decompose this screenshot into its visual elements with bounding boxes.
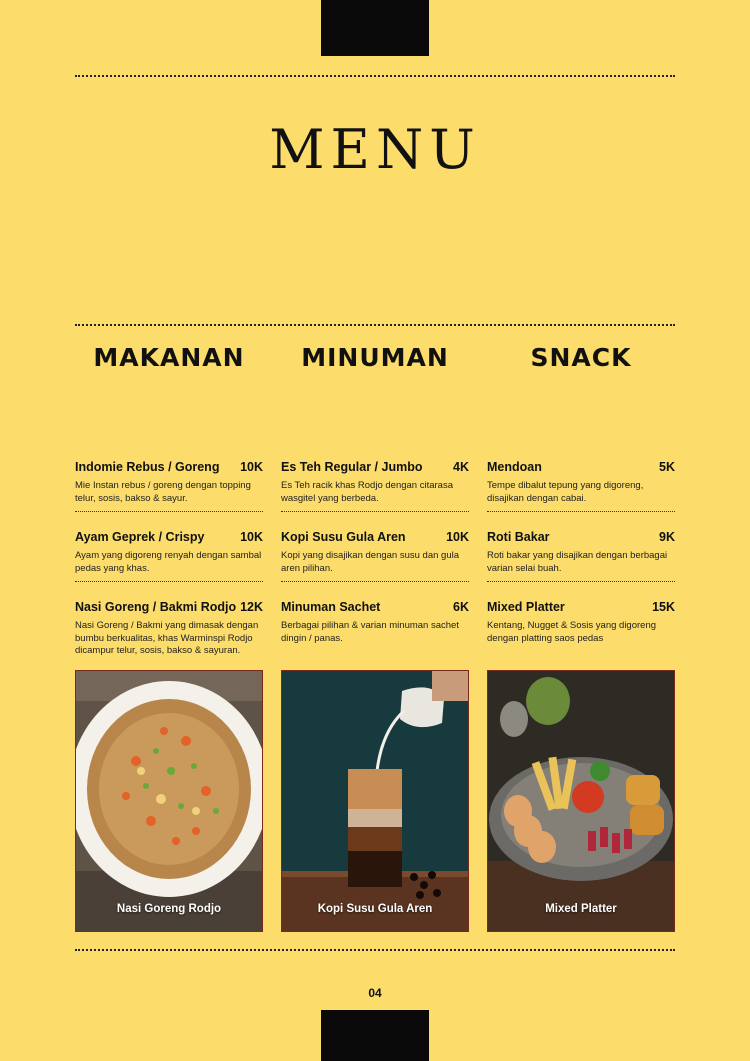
item-price: 10K: [240, 530, 263, 544]
fried-rice-photo: [75, 670, 263, 932]
menu-item[interactable]: [75, 600, 263, 658]
item-name: Ayam Geprek / Crispy: [75, 530, 205, 544]
iced-coffee-photo: [281, 670, 469, 932]
item-name: Kopi Susu Gula Aren: [281, 530, 406, 544]
photo-caption: Nasi Goreng Rodjo: [116, 903, 222, 915]
item-price: 6K: [453, 600, 469, 614]
mixed-platter-icon: [488, 671, 674, 931]
top-tab: [321, 0, 429, 56]
item-description: Kentang, Nugget & Sosis yang digoreng dengan platting saos pedas: [487, 620, 657, 644]
bottom-tab: [321, 1010, 429, 1061]
item-description: Berbagai pilihan & varian minuman sachet dingin / panas.: [281, 620, 459, 644]
item-description: Nasi Goreng / Bakmi yang dimasak dengan bumbu berkualitas, khas Warminspi Rodjo dicampur telur, sosis, bakso & sayuran.: [75, 620, 259, 656]
item-price: 12K: [240, 600, 263, 614]
item-description: Mie Instan rebus / goreng dengan topping telur, sosis, bakso & sayur.: [75, 480, 251, 504]
item-separator: [75, 581, 263, 582]
item-description: Ayam yang digoreng renyah dengan sambal pedas yang khas.: [75, 550, 262, 574]
item-price: 4K: [453, 460, 469, 474]
item-name: Nasi Goreng / Bakmi Rodjo: [75, 600, 237, 614]
heading-minuman: MINUMAN: [301, 343, 449, 372]
iced-coffee-icon: [282, 671, 468, 931]
menu-item[interactable]: [487, 460, 675, 505]
item-name: Minuman Sachet: [281, 600, 381, 614]
divider-bottom: [75, 949, 675, 951]
menu-item[interactable]: [281, 600, 469, 645]
photo-caption: Mixed Platter: [545, 903, 617, 915]
page-title: MENU: [269, 118, 481, 181]
item-description: Roti bakar yang disajikan dengan berbagai varian selai buah.: [487, 550, 668, 574]
item-price: 5K: [659, 460, 675, 474]
item-price: 10K: [240, 460, 263, 474]
item-name: Es Teh Regular / Jumbo: [281, 460, 423, 474]
item-name: Mendoan: [487, 460, 542, 474]
mixed-platter-photo: [487, 670, 675, 932]
heading-snack: SNACK: [530, 343, 632, 372]
divider-headings: [75, 324, 675, 326]
item-description: Es Teh racik khas Rodjo dengan citarasa wasgitel yang berbeda.: [281, 480, 453, 504]
item-description: Tempe dibalut tepung yang digoreng, disajikan dengan cabai.: [487, 480, 644, 504]
item-name: Roti Bakar: [487, 530, 550, 544]
item-separator: [281, 511, 469, 512]
item-price: 10K: [446, 530, 469, 544]
item-separator: [487, 511, 675, 512]
heading-makanan: MAKANAN: [93, 343, 245, 372]
item-name: Indomie Rebus / Goreng: [75, 460, 220, 474]
menu-item[interactable]: [75, 460, 263, 505]
menu-item[interactable]: [281, 530, 469, 575]
divider-top: [75, 75, 675, 77]
photo-caption: Kopi Susu Gula Aren: [317, 903, 433, 915]
menu-item[interactable]: [487, 600, 675, 645]
item-price: 15K: [652, 600, 675, 614]
menu-item[interactable]: [281, 460, 469, 505]
item-name: Mixed Platter: [487, 600, 565, 614]
item-separator: [75, 511, 263, 512]
menu-item[interactable]: [75, 530, 263, 575]
fried-rice-icon: [76, 671, 262, 931]
item-description: Kopi yang disajikan dengan susu dan gula aren pilihan.: [281, 550, 459, 574]
item-separator: [281, 581, 469, 582]
page-number: 04: [368, 986, 382, 1000]
item-separator: [487, 581, 675, 582]
item-price: 9K: [659, 530, 675, 544]
menu-item[interactable]: [487, 530, 675, 575]
